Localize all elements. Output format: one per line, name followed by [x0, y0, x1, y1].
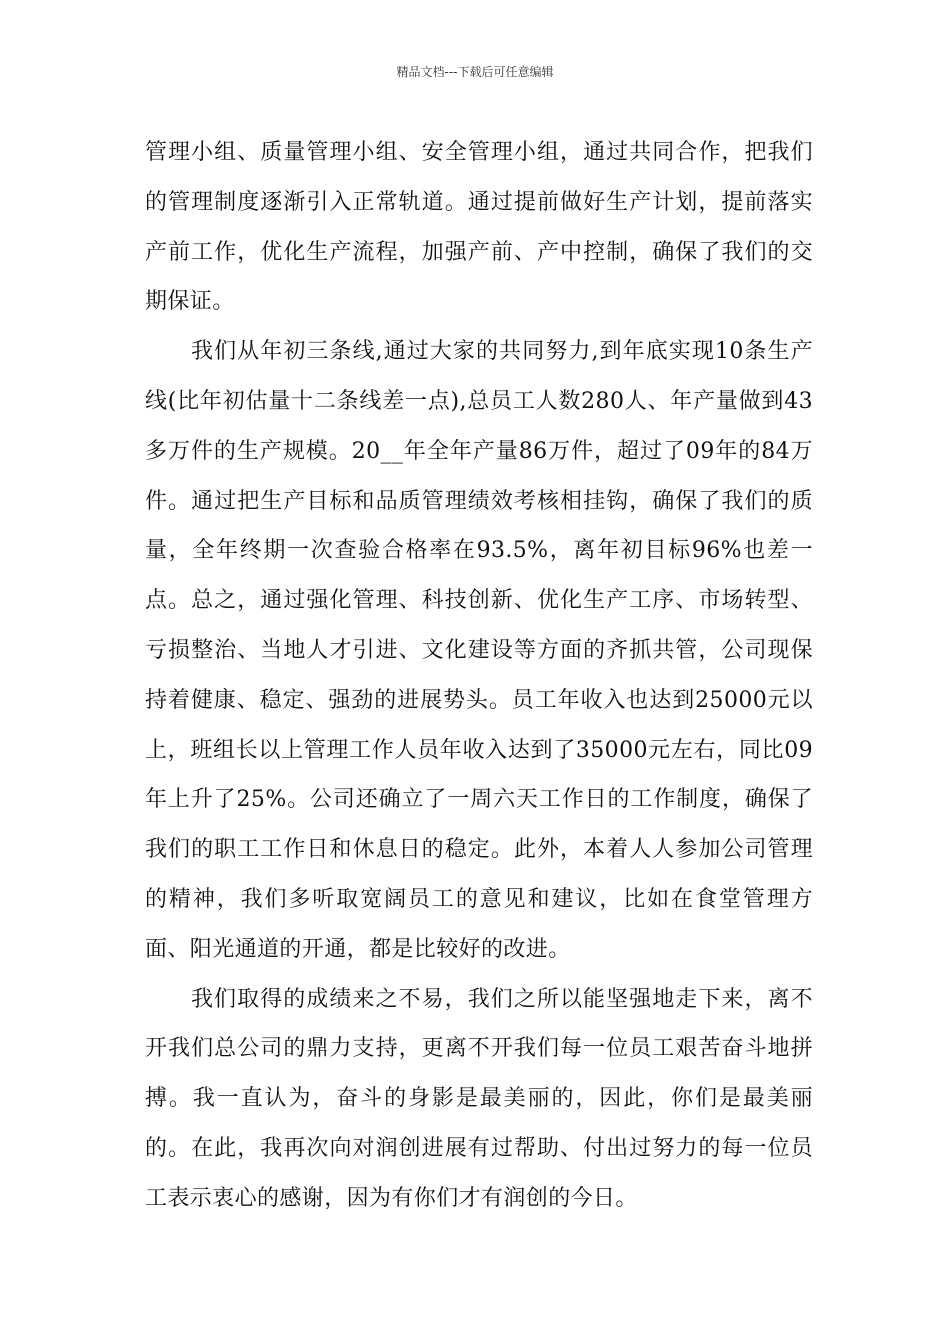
page-header: 精品文档---下载后可任意编辑	[396, 65, 554, 79]
paragraph-2: 我们从年初三条线,通过大家的共同努力,到年底实现10条生产线(比年初估量十二条线差一点),总员工人数280人、年产量做到43多万件的生产规模。20__年全年产量86万件，超过了09年的84万件。通过把生产目标和品质管理绩效考核相挂钩，确保了我们的质量，全年终期一次查验合格率在93.5%，离年初目标96%也差一点。总之，通过强化管理、科技创新、优化生产工序、市场转型、亏损整治、当地人才引进、文化建设等方面的齐抓共管，公司现保持着健康、稳定、强劲的进展势头。员工年收入也达到25000元以上，班组长以上管理工作人员年收入达到了35000元左右，同比09年上升了25%。公司还确立了一周六天工作日的工作制度，确保了我们的职工工作日和休息日的稳定。此外，本着人人参加公司管理的精神，我们多听取宽阔员工的意见和建议，比如在食堂管理方面、阳光通道的开通，都是比较好的改进。	[145, 339, 813, 962]
document-body	[145, 128, 813, 1224]
paragraph-1: 管理小组、质量管理小组、安全管理小组，通过共同合作，把我们的管理制度逐渐引入正常轨道。通过提前做好生产计划，提前落实产前工作，优化生产流程，加强产前、产中控制，确保了我们的交期保证。	[145, 140, 813, 315]
paragraph-3: 我们取得的成绩来之不易，我们之所以能坚强地走下来，离不开我们总公司的鼎力支持，更离不开我们每一位员工艰苦奋斗地拼搏。我一直认为，奋斗的身影是最美丽的，因此，你们是最美丽的。在此，我再次向对润创进展有过帮助、付出过努力的每一位员工表示衷心的感谢，因为有你们才有润创的今日。	[145, 986, 813, 1211]
